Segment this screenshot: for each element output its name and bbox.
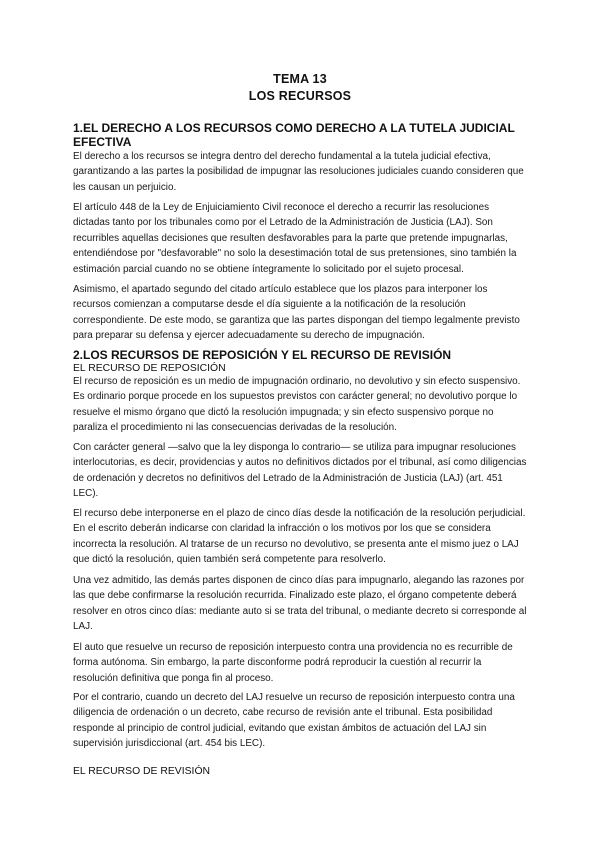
subsection-heading: EL RECURSO DE REPOSICIÓN xyxy=(73,363,226,374)
paragraph: El artículo 448 de la Ley de Enjuiciamiento Civil reconoce el derecho a recurrir las resoluciones dictadas tanto por los tribunales como por el Letrado de la Administración de Justicia (LAJ). Son recurribles aquellas decisiones que resulten desfavorables para la parte que pretende impugnarlas, entendiéndose por "desfavorable" no solo la desestimación total de sus pretensiones, sino también la estimación parcial cuando no se obtiene íntegramente lo solicitado por el sujeto procesal. xyxy=(73,202,517,275)
paragraph: El derecho a los recursos se integra dentro del derecho fundamental a la tutela judicial efectiva, garantizando a las partes la posibilidad de impugnar las resoluciones judiciales cuando consideren que les causan un perjuicio. xyxy=(73,151,524,193)
section-2-heading: 2.LOS RECURSOS DE REPOSICIÓN Y EL RECURSO DE REVISIÓN xyxy=(73,348,452,362)
paragraph: Con carácter general —salvo que la ley disponga lo contrario— se utiliza para impugnar resoluciones interlocutorias, es decir, providencias y autos no definitivos dictados por el tribunal, así como diligencias de ordenación y decretos no definitivos del Letrado de la Administración de Justicia (LAJ) (art. 451 LEC). xyxy=(73,442,527,500)
document-subtitle: LOS RECURSOS xyxy=(248,89,352,103)
document-title: TEMA 13 xyxy=(273,72,327,86)
paragraph: Asimismo, el apartado segundo del citado artículo establece que los plazos para interponer los recursos comienzan a computarse desde el día siguiente a la notificación de la resolución correspondiente. De este modo, se garantiza que las partes dispongan del tiempo legalmente previsto para preparar su defensa y ejercer adecuadamente su derecho de impugnación. xyxy=(73,284,520,342)
paragraph: El auto que resuelve un recurso de reposición interpuesto contra una providencia no es recurrible de forma autónoma. Sin embargo, la parte disconforme podrá reproducir la cuestión al recurrir la resolución definitiva que ponga fin al proceso. xyxy=(73,642,513,684)
paragraph: Por el contrario, cuando un decreto del LAJ resuelve un recurso de reposición interpuesto contra una diligencia de ordenación o un decreto, cabe recurso de revisión ante el tribunal. Esta posibilidad responde al principio de control judicial, evitando que existan ámbitos de actuación del LAJ sin supervisión jurisdiccional (art. 454 bis LEC). xyxy=(73,692,515,750)
section-1-heading: 1.EL DERECHO A LOS RECURSOS COMO DERECHO A LA TUTELA JUDICIAL EFECTIVA xyxy=(73,121,515,149)
paragraph: El recurso debe interponerse en el plazo de cinco días desde la notificación de la resolución perjudicial. En el escrito deberán indicarse con claridad la infracción o los motivos por los que se considera incorrecta la resolución. Al tratarse de un recurso no devolutivo, se presenta ante el mismo juez o LAJ que dictó la resolución, quien también será competente para resolverlo. xyxy=(73,508,526,566)
subsection-heading: EL RECURSO DE REVISIÓN xyxy=(73,766,211,777)
paragraph: Una vez admitido, las demás partes disponen de cinco días para impugnarlo, alegando las razones por las que debe confirmarse la resolución recurrida. Finalizado este plazo, el órgano competente deberá resolver en otros cinco días: mediante auto si se trata del tribunal, o mediante decreto si corresponde al LAJ. xyxy=(73,575,527,633)
paragraph: El recurso de reposición es un medio de impugnación ordinario, no devolutivo y sin efecto suspensivo. Es ordinario porque procede en los supuestos previstos con carácter general; no devolutivo porque lo resuelve el mismo órgano que dictó la resolución impugnada; y sin efecto suspensivo porque no paraliza el procedimiento ni las consecuencias derivadas de la resolución. xyxy=(73,376,521,434)
